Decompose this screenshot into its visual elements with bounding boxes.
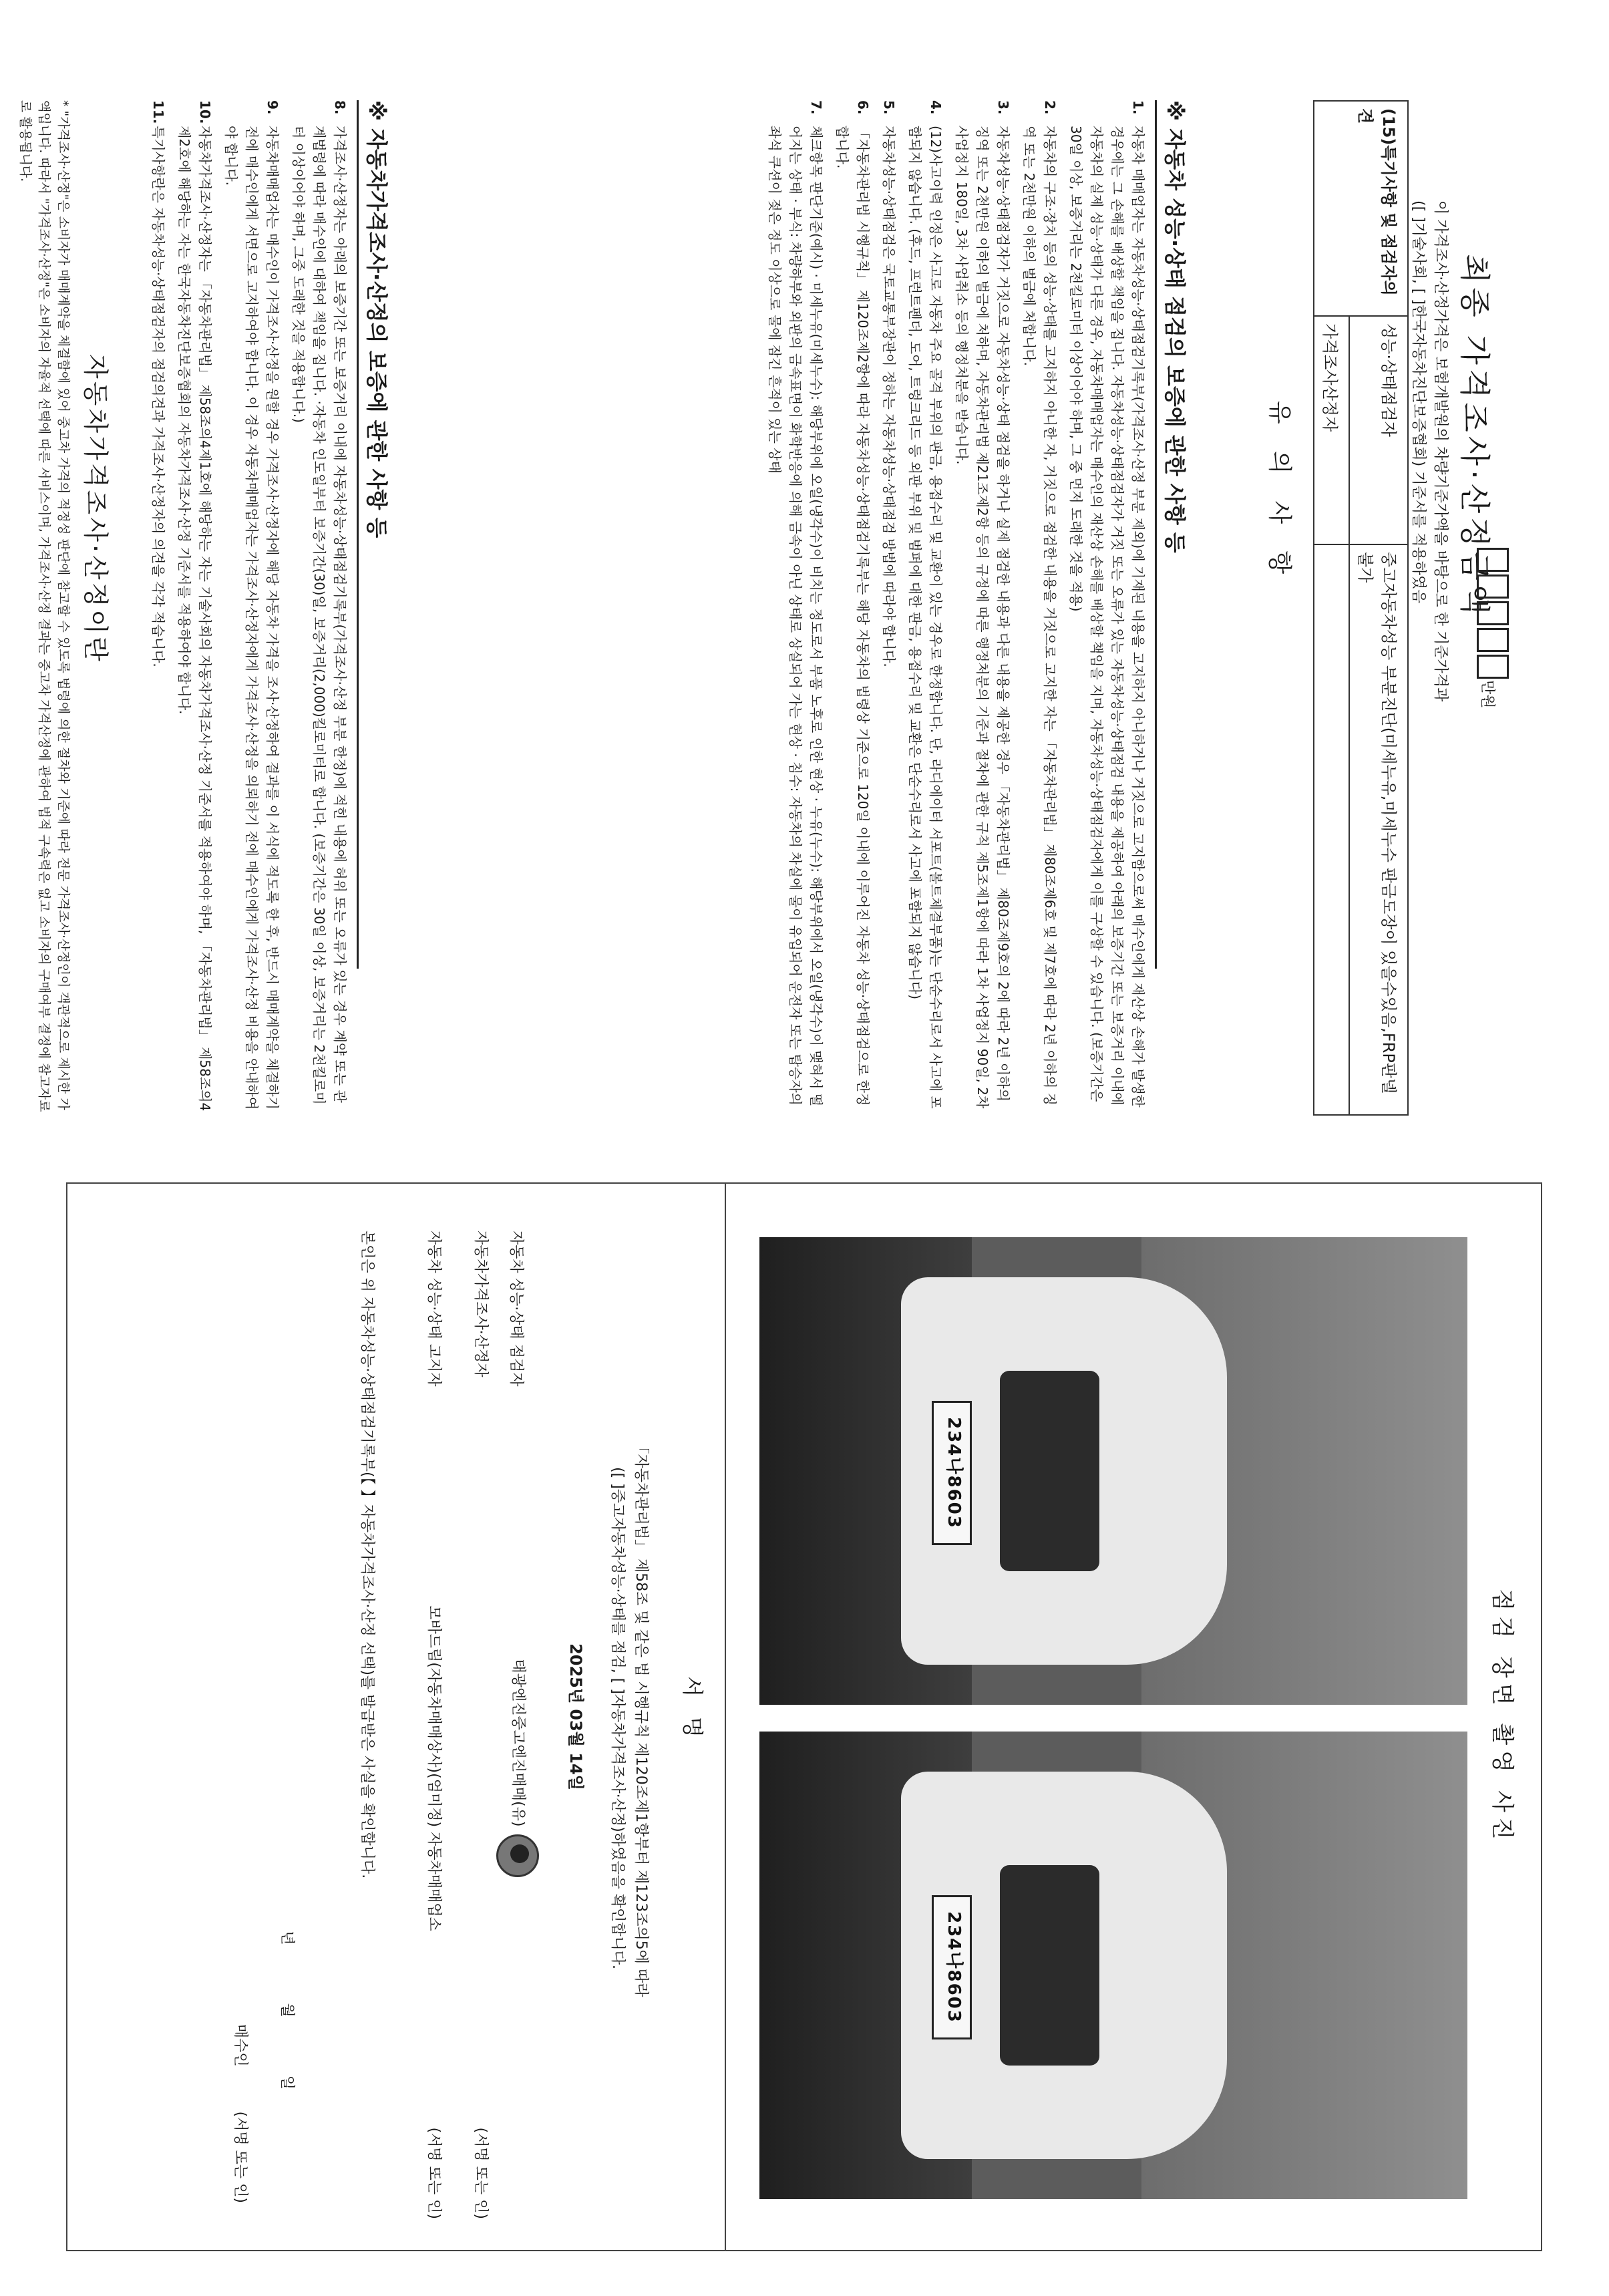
- item-text: 자동차의 구조·장치 등의 성능·상태를 고지하지 아니한 자, 거짓으로 점검한 내용을 거짓으로 고지한 자는 「자동차관리법」 제80조제6호 및 제7호에 따라 2년 이하의 징역 또는 2천만원 이하의 벌금에 처합니다.: [1021, 126, 1058, 1106]
- notes-header-cell: (15)특기사항 및 점검자의견: [1314, 101, 1408, 316]
- list-item: [288, 100, 350, 1116]
- price-digit-box: [1477, 548, 1509, 572]
- price-digit-box: [1477, 655, 1509, 679]
- intro-line-2: ([ ]기술사회, [ ]한국자동차진단보증협회) 기준서를 적용하였음: [1410, 200, 1427, 604]
- list-item: [878, 100, 899, 1116]
- price-digit-box: [1477, 628, 1509, 652]
- photo-signature-sheet: [0, 1149, 1609, 2296]
- notes-label-cell: 성능·상태점검자: [1349, 316, 1408, 544]
- license-plate: 234나8603: [932, 1895, 972, 2039]
- right-frame: [66, 1182, 1542, 2251]
- list-item: [148, 100, 168, 1116]
- signature-row-inspector: [496, 1231, 539, 2219]
- signature-tag: (서명 또는 인): [425, 2127, 442, 2219]
- notes-value-cell: [1314, 544, 1349, 1115]
- item-text: 자동차 매매업자는 자동차성능·상태점검기록부(가격조사·산정 부분 제외)에 기재된 내용을 고지하지 아니하거나 거짓으로 고지함으로써 매수인에게 재산상 손해가 발생한 경우에는 그 손해를 배상할 책임을 집니다. 자동차성능·상태점검자가 거짓 또는 오류가 있는 자동차성능·상태점검 내용을 제공하여 아래의 보증기간 또는 보증거리 이내에 자동차의 실제 성능·상태가 다른 경우, 자동차매매업자는 매수인의 재산상 손해를 배상할 책임을 지며, 자동차성능·상태점검자에게 이를 구상할 수 있습니다. (보증기간은 30일 이상, 보증거리는 2천킬로미터 이상이어야 하며, 그 중 먼저 도래한 것을 적용): [1068, 126, 1146, 1108]
- date-line: 년 월 일: [279, 1931, 295, 2116]
- notes-value-cell: 중고자동차성능 부분진단(미세누유,미세누수 판금도장이 있을수있음,FRP판넬불가: [1349, 544, 1408, 1115]
- company-name: 태광엔진중고엔진매매(유): [510, 1659, 526, 1827]
- item-text: 자동차성능·상태점검자가 거짓으로 자동차성능·상태 점검을 하거나 실제 점검한 내용과 다른 내용을 제공한 경우 「자동차관리법」 제80조제9호의 2에 따라 2년 이하의 징역 또는 2천만원 이하의 벌금에 처하며, 자동차관리법 제21조제2항 등의 규정에 따른 행정처분의 기준과 절차에 관한 규칙 제5조제1항에 따라 1차 사업정지 90일, 2차 사업정지 180일, 3차 사업취소 등의 행정처분을 받습니다.: [954, 126, 1011, 1109]
- buyer-confirmation-text: 본인은 위 자동차성능·상태점검기록부(【 】자동차가격조사·산정 선택)를 발급받은 사실을 확인합니다.: [359, 1231, 375, 1879]
- caution-title: 유의사항: [1266, 401, 1293, 601]
- item-text: 자동차가격조사·산정자는 「자동차관리법」 제58조의4제1호에 해당하는 자는 기술사회의 자동차가격조사·산정 기준서를 적용하여야 하며, 「자동차관리법」 제58조의4제2호에 해당하는 자는 한국자동차진단보증협회의 자동차가격조사·산정 기준서를 적용하여야 합니다.: [176, 126, 213, 1112]
- heading-underline: [357, 100, 359, 969]
- list-item: [764, 100, 826, 1116]
- section1-items: [759, 100, 1148, 1116]
- price-digit-box: [1477, 601, 1509, 625]
- heading-underline: [1155, 100, 1157, 969]
- list-item: [832, 100, 873, 1116]
- section-heading: [1155, 100, 1192, 969]
- signer-company: 모바드림(자동차매매상사)(엄미정) 자동차매매업소: [425, 1605, 442, 1931]
- final-price-title: 최종 가격조사·산정금액: [1457, 254, 1493, 619]
- price-blank-boxes: [1477, 548, 1509, 679]
- license-plate: 234나8603: [932, 1401, 972, 1545]
- divider: [725, 1184, 726, 2250]
- item-text: 가격조사·산정자는 아래의 보증기간 또는 보증거리 이내에 자동차성능·상태점검기록부(가격조사·산정 부분 한정)에 적힌 내용에 허위 또는 오류가 있는 경우 계약 또는 관계법령에 따라 매수인에 대하여 책임을 집니다. ·자동차 인도일부터 보증기간(30)일, 보증거리(2,000)킬로미터로 합니다. (보증기간은 30일 이상, 보증거리는 2천킬로미터 이상이어야 하며, 그중 도래한 것을 적용합니다.): [291, 126, 348, 1105]
- signer-role: 자동차 성능·상태 고지자: [425, 1231, 442, 1387]
- car-grille: [1000, 1371, 1099, 1571]
- signature-title: 서명: [680, 1676, 705, 1758]
- car-rear-window: [1000, 1865, 1099, 2066]
- list-item: [904, 100, 946, 1116]
- price-digit-box: [1477, 575, 1509, 599]
- signature-law-text: [606, 1264, 653, 2172]
- buyer-line: [231, 1984, 252, 2203]
- buyer-signature-tag: (서명 또는 인): [232, 2111, 248, 2203]
- item-number: 5.: [881, 100, 897, 115]
- item-number: 8.: [332, 100, 348, 115]
- notes-label-cell: 가격조사산정자: [1314, 316, 1349, 544]
- signer-role: 자동차가격조사·산정자: [472, 1231, 489, 1377]
- list-item: [1019, 100, 1060, 1116]
- item-text: 체크항목 판단기준(예시) · 미세누유(미세누수): 해당부위에 오일(냉각수)이 비치는 정도로서 부품 노후로 인한 현상 · 누유(누수): 해당부위에서 오일(냉각수)이 맺혀서 떨어지는 상태 · 부식: 차량하부와 외판의 금속표면이 화학반응에 의해 금속이 아닌 상태로 상실되어 가는 현상 · 침수: 자동차의 차실에 물이 유입되어 운전자 또는 탑승자의 좌석 쿠션이 젖은 정도 이상으로 물에 잠긴 흔적이 있는 상태: [767, 126, 824, 1107]
- item-number: 1.: [1130, 100, 1146, 115]
- item-text: (12)사고이력 인정은 사고로 자동차 주요 골격 부위의 판금, 용접수리 및 교환이 있는 경우로 한정합니다. 단, 라디에이터 서포트(볼트체결부품)는 단순수리로서 사고에 포함되지 않습니다. (후드, 프런트펜더, 도어, 트렁크리드 등 외판 부위 및 범퍼에 대한 판금, 용접수리 및 교환은 단순수리로서 사고에 포함되지 않습니다): [907, 126, 944, 1109]
- price-unit: 만원: [1479, 680, 1495, 709]
- item-number: 6.: [855, 100, 871, 115]
- company-seal-icon: [496, 1834, 539, 1877]
- signature-row-notifier: [425, 1231, 445, 2219]
- item-text: 자동차성능·상태점검은 국토교통부장관이 정하는 자동차성능·상태점검 방법에 따라야 합니다.: [881, 126, 897, 667]
- section2-items: [142, 100, 350, 1116]
- item-text: 자동차매매업자는 매수인이 가격조사·산정을 원할 경우 가격조사·산정자에 해당 자동차 가격을 조사·산정하여 결과를 이 서식에 적도록 한 후, 반드시 매매계약을 체결하기 전에 매수인에게 서면으로 고지하여야 합니다. 이 경우 자동차매매업자는 가격조사·산정자에게 가격조사·산정을 의뢰하기 전에 매수인에게 가격조사·산정 비용을 안내하여야 합니다.: [223, 126, 281, 1110]
- law-line: ([ ]중고자동차성능·상태를 점검, [ ]자동차가격조사·산정)하였음을 확인합니다.: [608, 1467, 626, 1969]
- law-line: 「자동차관리법」 제58조 및 같은 법 시행규칙 제120조제1항부터 제123조의5에 따라: [633, 1439, 649, 1997]
- list-item: [220, 100, 283, 1116]
- front-car-photo: [759, 1237, 1467, 1705]
- intro-line-1: 이 가격조사·산정가격은 보험개발원의 차량기준가액을 바탕으로 한 기준가격과: [1432, 200, 1449, 702]
- item-number: 10.: [197, 100, 213, 124]
- section-heading-text: ※ 자동차가격조사·산정의 보증에 관한 사항 등: [364, 100, 389, 538]
- item-number: 4.: [928, 100, 944, 115]
- item-number: 7.: [808, 100, 824, 115]
- special-notes-table: [1313, 100, 1409, 1116]
- list-item: [1065, 100, 1148, 1116]
- item-number: 2.: [1042, 100, 1058, 115]
- signature-row-appraiser: [472, 1231, 492, 2219]
- item-text: 「자동차관리법 시행규칙」 제120조제2항에 따라 자동차성능·상태점검기록부는 해당 자동차의 법령상 기준으로 120일 이내에 이루어진 자동차 성능·상태점검으로 한정합니다.: [834, 126, 871, 1106]
- footer-note: * "가격조사·산정"은 소비자가 매매계약을 체결함에 있어 중고차 가격의 적정성 판단에 참고할 수 있도록 법령에 의한 절차와 기준에 따라 전문 가격조사·산정인이 객관적으로 제시한 가액입니다. 따라서 "가격조사·산정"은 소비자의 자율적 선택에 따른 서비스이며, 가격조사·산정 결과는 중고차 가격산정에 관하여 법적 구속력은 없고 소비자의 구매여부 결정에 참고자료로 활용됩니다.: [18, 100, 71, 1112]
- item-number: 3.: [995, 100, 1011, 115]
- item-text: 특기사항란은 자동차성능·상태점검자의 점검의견과 가격조사·산정자의 의견을 각각 적습니다.: [150, 126, 166, 667]
- item-number: 9.: [264, 100, 281, 115]
- table-row: [1349, 101, 1408, 1115]
- signature-tag: (서명 또는 인): [472, 2127, 489, 2219]
- signature-date: 2025년 03월 14일: [566, 1643, 585, 1790]
- signer-company: [496, 1451, 539, 2086]
- footer-title: 자동차가격조사·산정이란: [81, 354, 110, 664]
- signer-role: 자동차 성능·상태 점검자: [508, 1231, 525, 1387]
- section-heading-text: ※ 자동차 성능·상태 점검의 보증에 관한 사항 등: [1162, 100, 1188, 553]
- list-item: [174, 100, 215, 1116]
- buyer-label: 매수인: [232, 2023, 248, 2067]
- photo-section-title: 점검 장면 촬영 사진: [1489, 1589, 1515, 1845]
- item-number: 11.: [150, 100, 166, 124]
- rear-car-photo: [759, 1732, 1467, 2199]
- list-item: [951, 100, 1013, 1116]
- section-heading: [357, 100, 393, 969]
